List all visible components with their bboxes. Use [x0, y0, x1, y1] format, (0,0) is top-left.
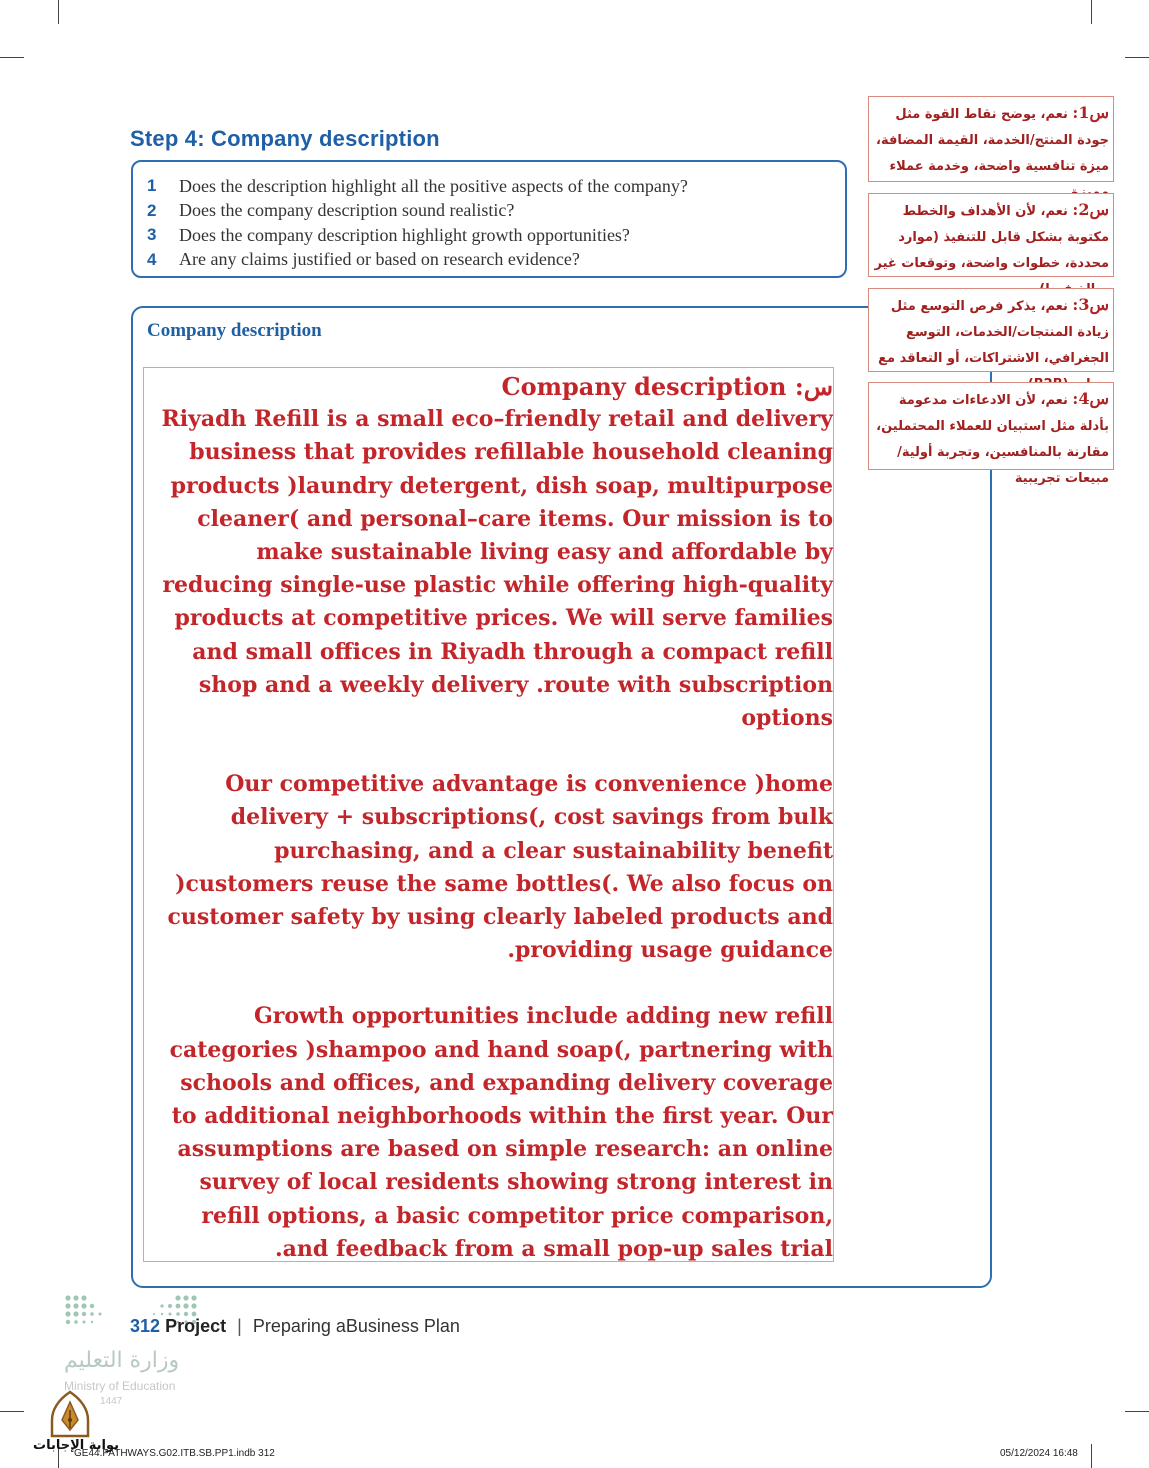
- question-text: Are any claims justified or based on research evidence?: [179, 249, 580, 270]
- answer-paragraph: Growth opportunities include adding new refill categories )shampoo and hand soap(, partnering with schools and offices, and expanding delivery coverage to additional neighborhoods within the first year. Our assumptions are based on simple research: an online survey of local residents showing strong interest in refill options, a basic competitor price comparison, .and feedback from a small pop-up sales trial: [169, 1003, 833, 1262]
- crop-mark: [1091, 0, 1092, 24]
- crop-mark: [1125, 57, 1149, 58]
- ministry-arabic-name: وزارة التعليم: [64, 1348, 180, 1373]
- question-number: 4: [147, 249, 157, 269]
- footer-separator: |: [237, 1316, 242, 1336]
- note-label: س2:: [1072, 200, 1109, 219]
- answer-note-2: [868, 193, 1114, 277]
- note-label: س4:: [1072, 389, 1109, 408]
- answer-area[interactable]: [143, 367, 834, 1262]
- ministry-english-name: Ministry of Education: [64, 1379, 176, 1393]
- answer-note-4: [868, 382, 1114, 486]
- answer-paragraph: Riyadh Refill is a small eco–friendly retail and delivery business that provides refillable household cleaning products )laundry detergent, dish soap, multipurpose cleaner( and personal–care items. Our mission is to make sustainable living easy and affordable by reducing single-use plastic while offering high-quality products at competitive prices. We will serve families and small offices in Riyadh through a compact refill shop and a weekly delivery .route with subscription options: [161, 406, 833, 732]
- question-text: Does the company description highlight growth opportunities?: [179, 224, 630, 245]
- note-label: س1:: [1072, 103, 1109, 122]
- question-text: Does the company description sound realistic?: [179, 200, 515, 221]
- question-text: Does the description highlight all the positive aspects of the company?: [179, 175, 688, 196]
- company-description-title: Company description: [147, 320, 322, 341]
- note-text: نعم، لأن الادعاءات مدعومة بأدلة مثل استبيان للعملاء المحتملين، مقارنة بالمنافسين، وتجربة أولية/مبيعات تجريبية: [876, 393, 1109, 486]
- question-number: 3: [147, 225, 157, 245]
- print-slug-file: GE44.PATHWAYS.G02.ITB.SB.PP1.indb 312: [74, 1448, 275, 1459]
- watermark-text: بوابة الإجابات: [33, 1438, 119, 1453]
- question-item: [147, 199, 845, 224]
- pen-nib-logo-icon: [44, 1390, 96, 1438]
- print-slug-date: 05/12/2024 16:48: [1000, 1448, 1078, 1459]
- footer-section: Project: [165, 1316, 227, 1336]
- note-text: نعم، يذكر فرص التوسع مثل زيادة المنتجات/الخدمات، التوسع الجغرافي، الاشتراكات، أو التعاقد مع: [878, 299, 1109, 366]
- crop-mark: [1091, 1444, 1092, 1468]
- question-item: [147, 174, 845, 199]
- crop-mark: [0, 57, 24, 58]
- note-text: نعم، يوضح نقاط القوة مثل جودة المنتج/الخدمة، القيمة المضافة، ميزة تنافسية واضحة، وخدمة عملاء: [876, 107, 1109, 174]
- page-number: 312: [130, 1316, 161, 1336]
- crop-mark: [58, 0, 59, 24]
- footer-title: Preparing aBusiness Plan: [252, 1316, 460, 1336]
- question-number: 1: [147, 176, 157, 196]
- questions-box: [131, 160, 847, 278]
- answer-note-3: [868, 288, 1114, 372]
- crop-mark: [0, 1411, 24, 1412]
- step-title: Step 4: Company description: [130, 126, 440, 151]
- page-footer: [130, 1316, 460, 1337]
- ministry-year: 1447: [100, 1396, 123, 1407]
- answer-heading: Company description :س: [501, 372, 833, 401]
- answer-paragraph: Our competitive advantage is convenience )home delivery + subscriptions(, cost savings from bulk purchasing, and a clear sustainability benefit )customers reuse the same bottles(. We also focus on customer safety by using clearly labeled products and .providing usage guidance: [167, 771, 833, 964]
- note-text: نعم، لأن الأهداف والخطط مكتوبة بشكل قابل للتنفيذ (موارد محددة، خطوات واضحة، وتوقعات غير: [874, 204, 1109, 271]
- question-item: [147, 223, 845, 248]
- question-item: [147, 248, 845, 273]
- crop-mark: [1125, 1411, 1149, 1412]
- question-number: 2: [147, 200, 157, 220]
- answer-note-1: [868, 96, 1114, 182]
- note-label: س3:: [1072, 295, 1109, 314]
